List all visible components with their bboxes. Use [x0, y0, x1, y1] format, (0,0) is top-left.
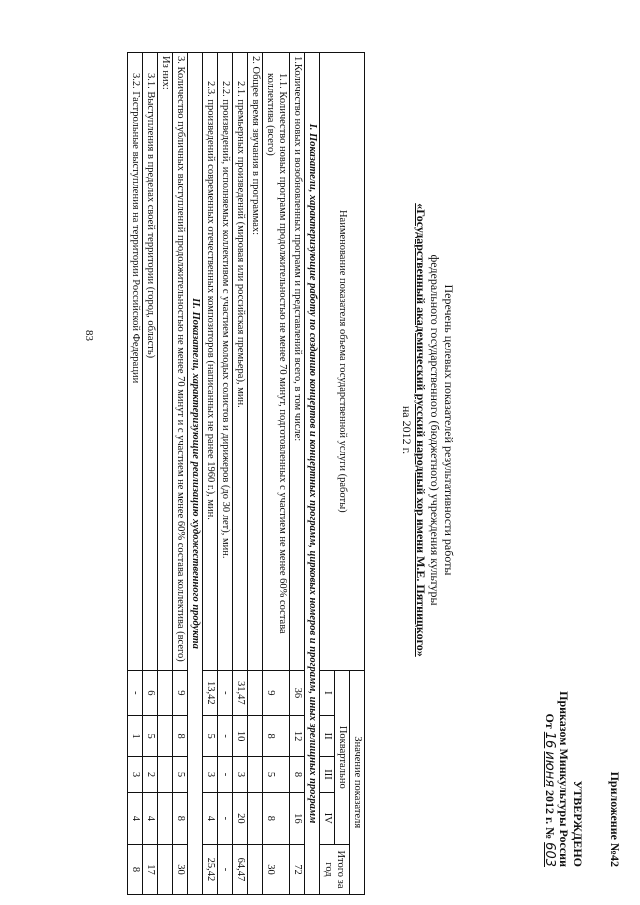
section-2-title: [188, 53, 203, 895]
row-q3: 5: [263, 757, 290, 793]
total-header: Итого за год: [320, 844, 350, 894]
table-row: [143, 53, 158, 895]
row-q4: 8: [173, 792, 188, 844]
row-name: 1.1. Количество новых программ продолжительностью не менее 70 минут, подготовленных с участием не менее 60% состава коллектива (всего): [263, 53, 290, 671]
handwritten-month: июня: [542, 751, 557, 788]
row-total: 17: [143, 844, 158, 894]
approved-by: Приказом Минкультуры России: [557, 691, 571, 867]
row-total: -: [218, 844, 233, 894]
row-q3: -: [218, 757, 233, 793]
row-q1: [158, 670, 173, 716]
table-row: [173, 53, 188, 895]
section-1-number: I.: [307, 123, 318, 131]
row-total: 25,42: [203, 844, 218, 894]
row-q4: 4: [143, 792, 158, 844]
row-q2: 8: [263, 716, 290, 757]
heading-line-2: федерального государственного (бюджетного) учреждения культуры: [428, 254, 442, 606]
document-heading: [400, 190, 456, 670]
section-1-title: [305, 53, 320, 895]
row-total: 8: [128, 844, 143, 894]
section-row-2: [188, 53, 203, 895]
row-total: 30: [173, 844, 188, 894]
row-name: 3.2. Гастрольные выступления на территории Российской Федерации: [128, 53, 143, 671]
approval-block: [542, 647, 585, 867]
row-q4: 4: [128, 792, 143, 844]
section-row-1: [305, 53, 320, 895]
row-name: 3. Количество публичных выступлений продолжительностью не менее 70 минут и с участием не менее 60% состава коллектива (всего): [173, 53, 188, 671]
row-q4: 8: [263, 792, 290, 844]
row-q2: -: [218, 716, 233, 757]
section-2-text: Показатели, характеризующие реализацию художественного продукта: [190, 311, 201, 649]
row-name: 1.Количество новых и возобновленных программ и представлений всего, в том числе:: [290, 53, 305, 671]
row-total: [248, 844, 263, 894]
row-name: 2.3. произведений современных отечественных композиторов (написанных не ранее 1960 г.), мин.: [203, 53, 218, 671]
row-q1: -: [128, 670, 143, 716]
row-q1: 9: [263, 670, 290, 716]
value-group-header: Значение показателя: [350, 670, 365, 894]
row-q3: [248, 757, 263, 793]
heading-line-4: на 2012 г.: [400, 405, 414, 455]
row-name: 3.1. Выступления в пределах своей территории (город, область): [143, 53, 158, 671]
row-q1: [248, 670, 263, 716]
row-q4: [248, 792, 263, 844]
table-row: [158, 53, 173, 895]
q4-header: IV: [320, 792, 335, 844]
row-total: 64,47: [233, 844, 248, 894]
quarterly-header: Поквартально: [335, 670, 350, 844]
row-q3: 3: [203, 757, 218, 793]
row-q2: 1: [128, 716, 143, 757]
row-q4: 4: [203, 792, 218, 844]
table-row: [248, 53, 263, 895]
row-q2: 8: [173, 716, 188, 757]
row-q1: 9: [173, 670, 188, 716]
year-part: 2012 г. №: [543, 790, 557, 840]
row-q1: 6: [143, 670, 158, 716]
row-q2: [158, 716, 173, 757]
table-row: [290, 53, 305, 895]
row-q2: 10: [233, 716, 248, 757]
row-q4: 16: [290, 792, 305, 844]
row-total: [158, 844, 173, 894]
row-q1: 36: [290, 670, 305, 716]
q1-header: I: [320, 670, 335, 716]
row-q4: [158, 792, 173, 844]
row-total: 30: [263, 844, 290, 894]
handwritten-day: 16: [542, 731, 557, 749]
order-date-line: [542, 647, 557, 867]
appendix-label: Приложение №42: [608, 771, 622, 867]
name-column-header: Наименование показателя объема государственной услуги (работы): [320, 53, 365, 671]
row-q1: 31,47: [233, 670, 248, 716]
row-q1: -: [218, 670, 233, 716]
row-total: 72: [290, 844, 305, 894]
table-row: [218, 53, 233, 895]
table-row: [263, 53, 290, 895]
heading-line-1: Перечень целевых показателей результативности работы: [442, 284, 456, 576]
row-name: Из них:: [158, 53, 173, 671]
table-header-row-1: [350, 53, 365, 895]
row-q3: 2: [143, 757, 158, 793]
row-q3: [158, 757, 173, 793]
row-name: 2.1. премьерных произведений (мировая или российская премьера), мин.: [233, 53, 248, 671]
row-q2: [248, 716, 263, 757]
from-prefix: От: [543, 713, 557, 729]
table-row: [128, 53, 143, 895]
handwritten-number: 603: [542, 842, 557, 867]
row-name: 2.2. произведений, исполняемых коллективом с участием молодых солистов и дирижеров (до 30 лет), мин.: [218, 53, 233, 671]
heading-line-3: «Государственный академический русский народный хор имени М.Е. Пятницкого»: [414, 203, 428, 657]
section-2-number: II.: [190, 298, 201, 309]
row-name: 2. Общее время звучания в программах:: [248, 53, 263, 671]
row-q3: 3: [128, 757, 143, 793]
q2-header: II: [320, 716, 335, 757]
section-1-text: Показатели, характеризующие работу по созданию концертов и концертных программ, цирковых номеров и программ, иных зрелищных программ: [307, 133, 318, 824]
row-q4: 20: [233, 792, 248, 844]
approved-title: УТВЕРЖДЕНО: [571, 780, 585, 867]
row-q4: -: [218, 792, 233, 844]
q3-header: III: [320, 757, 335, 793]
row-q3: 5: [173, 757, 188, 793]
row-q2: 5: [143, 716, 158, 757]
row-q3: 3: [233, 757, 248, 793]
indicators-table: [127, 52, 365, 895]
row-q2: 12: [290, 716, 305, 757]
row-q1: 13,42: [203, 670, 218, 716]
row-q2: 5: [203, 716, 218, 757]
page-number: 83: [83, 330, 95, 341]
table-row: [203, 53, 218, 895]
row-q3: 8: [290, 757, 305, 793]
table-row: [233, 53, 248, 895]
